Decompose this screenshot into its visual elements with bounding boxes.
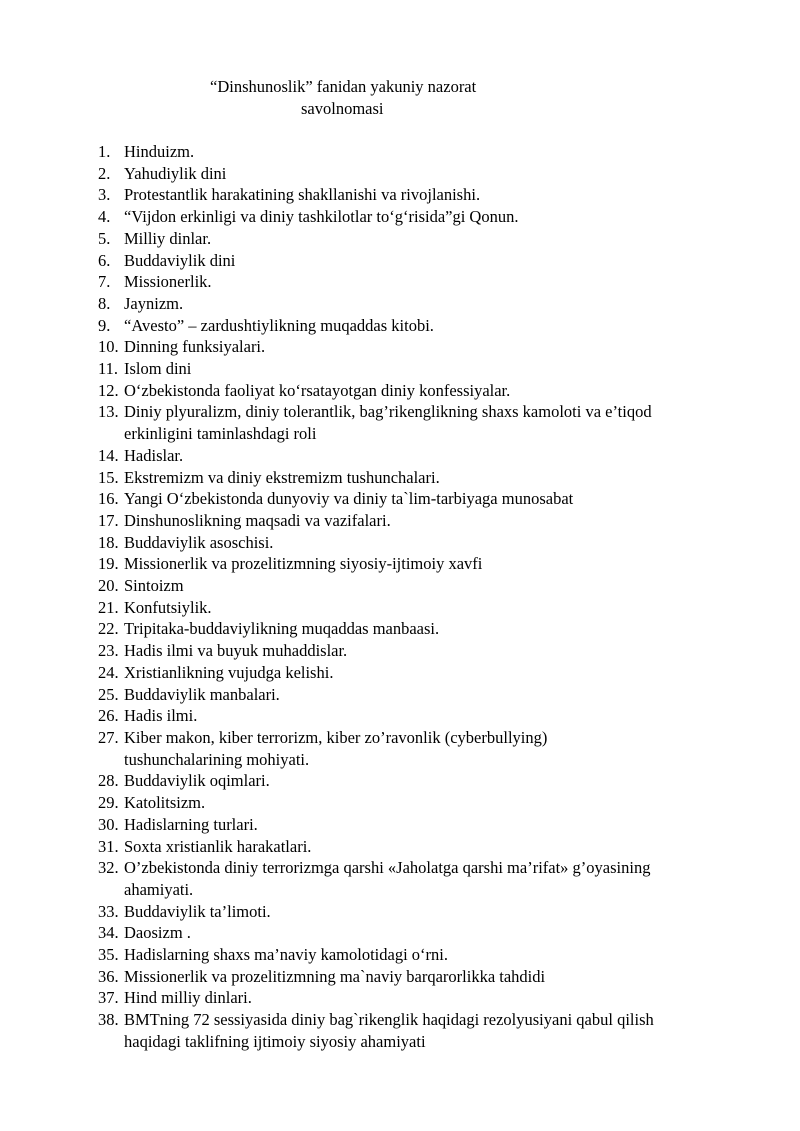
question-number: 12. bbox=[98, 380, 119, 400]
question-item bbox=[98, 553, 658, 575]
question-item bbox=[98, 966, 658, 988]
question-item bbox=[98, 922, 658, 944]
question-item bbox=[98, 401, 658, 444]
question-item bbox=[98, 184, 658, 206]
question-item bbox=[98, 293, 658, 315]
question-text: Missionerlik va prozelitizmning ma`naviy barqarorlikka tahdidi bbox=[124, 966, 546, 986]
question-item bbox=[98, 836, 658, 858]
question-item bbox=[98, 510, 658, 532]
question-number: 21. bbox=[98, 597, 119, 617]
question-item bbox=[98, 141, 658, 163]
question-text: “Vijdon erkinligi va diniy tashkilotlar to‘g‘risida”gi Qonun. bbox=[124, 207, 519, 227]
question-number: 32. bbox=[98, 858, 119, 878]
question-number: 22. bbox=[98, 619, 119, 639]
question-number: 10. bbox=[98, 337, 119, 357]
title-line-2: savolnomasi bbox=[301, 99, 384, 118]
title-line-1: “Dinshunoslik” fanidan yakuniy nazorat bbox=[210, 77, 477, 96]
question-number: 3. bbox=[98, 185, 111, 205]
question-item bbox=[98, 358, 658, 380]
question-item bbox=[98, 792, 658, 814]
question-number: 7. bbox=[98, 272, 111, 292]
question-text: Sintoizm bbox=[124, 576, 184, 596]
question-number: 37. bbox=[98, 988, 119, 1008]
question-text: Hadis ilmi. bbox=[124, 706, 198, 726]
question-text: Hind milliy dinlari. bbox=[124, 988, 252, 1008]
question-text: Katolitsizm. bbox=[124, 793, 206, 813]
question-text: Missionerlik va prozelitizmning siyosiy-ijtimoiy xavfi bbox=[124, 554, 483, 574]
question-number: 6. bbox=[98, 250, 111, 270]
question-item bbox=[98, 488, 658, 510]
question-text: Hinduizm. bbox=[124, 142, 195, 161]
question-text: Dinshunoslikning maqsadi va vazifalari. bbox=[124, 510, 391, 530]
question-item bbox=[98, 163, 658, 185]
question-number: 14. bbox=[98, 445, 119, 465]
question-number: 36. bbox=[98, 966, 119, 986]
question-item bbox=[98, 467, 658, 489]
question-number: 9. bbox=[98, 315, 111, 335]
question-item bbox=[98, 597, 658, 619]
question-item bbox=[98, 640, 658, 662]
question-item bbox=[98, 901, 658, 923]
question-item bbox=[98, 770, 658, 792]
question-text: Protestantlik harakatining shakllanishi va rivojlanishi. bbox=[124, 185, 481, 205]
question-text: Tripitaka-buddaviylikning muqaddas manbaasi. bbox=[124, 619, 440, 639]
question-item bbox=[98, 315, 658, 337]
question-number: 33. bbox=[98, 901, 119, 921]
question-text: Buddaviylik oqimlari. bbox=[124, 771, 270, 791]
question-text: Soxta xristianlik harakatlari. bbox=[124, 836, 312, 856]
question-list bbox=[98, 141, 658, 1053]
question-item bbox=[98, 857, 658, 900]
question-text: Yahudiylik dini bbox=[124, 163, 227, 183]
question-text: Buddaviylik ta’limoti. bbox=[124, 901, 271, 921]
question-number: 1. bbox=[98, 142, 111, 161]
question-text: Konfutsiylik. bbox=[124, 597, 212, 617]
question-text: Milliy dinlar. bbox=[124, 228, 212, 248]
question-number: 25. bbox=[98, 684, 119, 704]
question-number: 24. bbox=[98, 662, 119, 682]
question-number: 16. bbox=[98, 489, 119, 509]
question-number: 15. bbox=[98, 467, 119, 487]
question-number: 35. bbox=[98, 945, 119, 965]
question-text: Hadislarning shaxs ma’naviy kamolotidagi o‘rni. bbox=[124, 945, 448, 965]
question-number: 13. bbox=[98, 402, 119, 422]
question-text: Hadislar. bbox=[124, 445, 184, 465]
question-number: 28. bbox=[98, 771, 119, 791]
question-text: O’zbekistonda diniy terrorizmga qarshi «Jaholatga qarshi ma’rifat» g’oyasining ahamiyati. bbox=[124, 858, 651, 899]
question-number: 2. bbox=[98, 163, 111, 183]
question-number: 23. bbox=[98, 641, 119, 661]
question-number: 27. bbox=[98, 727, 119, 747]
question-text: Daosizm . bbox=[124, 923, 191, 943]
question-item bbox=[98, 944, 658, 966]
question-item bbox=[98, 618, 658, 640]
question-item bbox=[98, 1009, 658, 1052]
question-text: Missionerlik. bbox=[124, 272, 212, 292]
question-text: BMTning 72 sessiyasida diniy bag`rikenglik haqidagi rezolyusiyani qabul qilish haqidagi taklifning ijtimoiy siyosiy ahamiyati bbox=[124, 1010, 654, 1051]
question-text: Buddaviylik manbalari. bbox=[124, 684, 280, 704]
question-text: O‘zbekistonda faoliyat ko‘rsatayotgan diniy konfessiyalar. bbox=[124, 380, 511, 400]
question-number: 8. bbox=[98, 293, 111, 313]
question-number: 5. bbox=[98, 228, 111, 248]
question-item bbox=[98, 206, 658, 228]
question-number: 34. bbox=[98, 923, 119, 943]
question-number: 20. bbox=[98, 576, 119, 596]
question-item bbox=[98, 684, 658, 706]
question-number: 31. bbox=[98, 836, 119, 856]
question-number: 29. bbox=[98, 793, 119, 813]
question-text: Jaynizm. bbox=[124, 293, 184, 313]
question-text: Yangi O‘zbekistonda dunyoviy va diniy ta`lim-tarbiyaga munosabat bbox=[124, 489, 574, 509]
question-item bbox=[98, 662, 658, 684]
question-text: “Avesto” – zardushtiylikning muqaddas kitobi. bbox=[124, 315, 434, 335]
question-text: Xristianlikning vujudga kelishi. bbox=[124, 662, 334, 682]
question-number: 18. bbox=[98, 532, 119, 552]
question-item bbox=[98, 380, 658, 402]
question-number: 4. bbox=[98, 207, 111, 227]
question-item bbox=[98, 575, 658, 597]
question-item bbox=[98, 228, 658, 250]
question-item bbox=[98, 987, 658, 1009]
question-text: Dinning funksiyalari. bbox=[124, 337, 266, 357]
question-item bbox=[98, 271, 658, 293]
question-text: Islom dini bbox=[124, 359, 192, 379]
question-number: 38. bbox=[98, 1010, 119, 1030]
question-item bbox=[98, 250, 658, 272]
question-item bbox=[98, 814, 658, 836]
question-item bbox=[98, 336, 658, 358]
question-item bbox=[98, 727, 658, 770]
question-text: Ekstremizm va diniy ekstremizm tushunchalari. bbox=[124, 467, 440, 487]
question-item bbox=[98, 705, 658, 727]
question-text: Buddaviylik asoschisi. bbox=[124, 532, 274, 552]
question-number: 30. bbox=[98, 814, 119, 834]
question-number: 11. bbox=[98, 359, 119, 379]
question-item bbox=[98, 532, 658, 554]
question-text: Kiber makon, kiber terrorizm, kiber zo’ravonlik (cyberbullying) tushunchalarining mohiyati. bbox=[124, 727, 548, 769]
question-text: Diniy plyuralizm, diniy tolerantlik, bag’rikenglikning shaxs kamoloti va e’tiqod erkinligini taminlashdagi roli bbox=[124, 402, 652, 444]
question-text: Hadis ilmi va buyuk muhaddislar. bbox=[124, 641, 348, 661]
question-number: 17. bbox=[98, 510, 119, 530]
question-text: Buddaviylik dini bbox=[124, 250, 236, 270]
question-number: 26. bbox=[98, 706, 119, 726]
question-item bbox=[98, 445, 658, 467]
question-text: Hadislarning turlari. bbox=[124, 814, 258, 834]
question-number: 19. bbox=[98, 554, 119, 574]
